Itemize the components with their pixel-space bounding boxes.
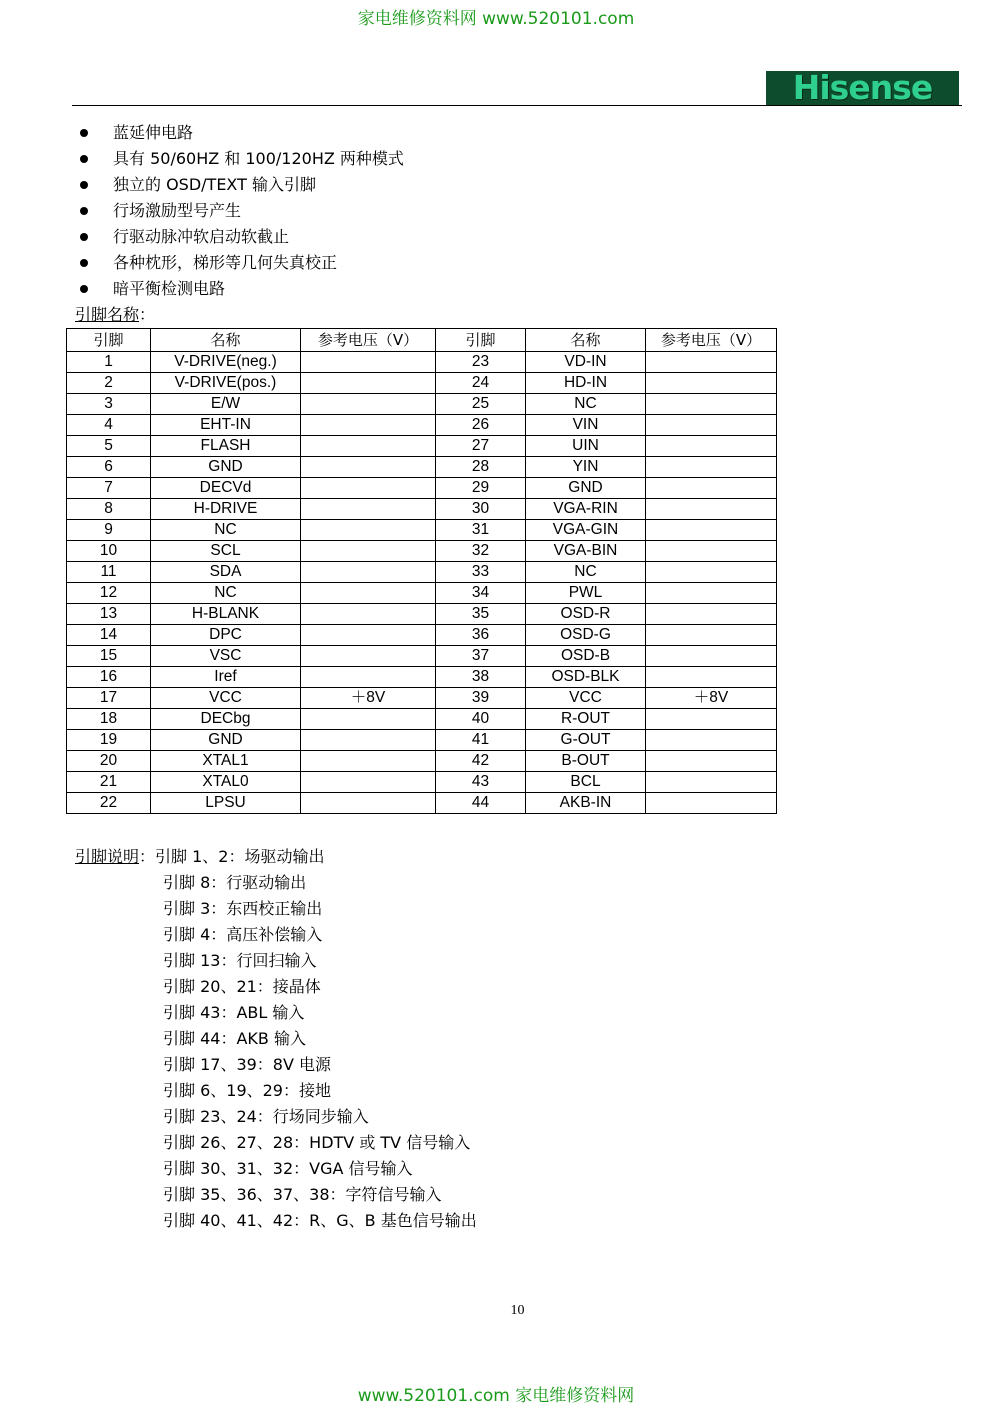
desc-line: 引脚 44：AKB 输入 — [163, 1029, 306, 1048]
table-cell: 34 — [436, 583, 526, 604]
bullet-icon — [80, 181, 88, 189]
table-cell: 24 — [436, 373, 526, 394]
table-cell: 25 — [436, 394, 526, 415]
table-row — [67, 730, 777, 751]
table-cell — [646, 625, 777, 646]
table-cell — [646, 646, 777, 667]
table-row — [67, 604, 777, 625]
table-cell — [646, 415, 777, 436]
bullet-icon — [80, 129, 88, 137]
table-cell — [301, 457, 436, 478]
table-cell: 22 — [67, 793, 151, 814]
table-cell: Iref — [151, 667, 301, 688]
table-cell: VGA-RIN — [526, 499, 646, 520]
table-cell: 33 — [436, 562, 526, 583]
list-item: 独立的 OSD/TEXT 输入引脚 — [77, 172, 404, 198]
table-cell: OSD-B — [526, 646, 646, 667]
table-cell: R-OUT — [526, 709, 646, 730]
table-cell: ＋8V — [301, 688, 436, 709]
table-cell — [646, 373, 777, 394]
desc-line: 引脚 6、19、29：接地 — [163, 1081, 331, 1100]
table-cell: 9 — [67, 520, 151, 541]
table-cell — [301, 520, 436, 541]
table-cell: 42 — [436, 751, 526, 772]
desc-line: 引脚 43：ABL 输入 — [163, 1003, 305, 1022]
table-cell: 26 — [436, 415, 526, 436]
table-cell: AKB-IN — [526, 793, 646, 814]
table-cell — [301, 436, 436, 457]
table-cell: PWL — [526, 583, 646, 604]
watermark-top: 家电维修资料网 www.520101.com — [357, 9, 635, 29]
table-cell: 14 — [67, 625, 151, 646]
table-cell: HD-IN — [526, 373, 646, 394]
table-cell: 7 — [67, 478, 151, 499]
table-cell — [301, 730, 436, 751]
pin-table — [66, 328, 777, 814]
desc-line: 引脚 23、24：行场同步输入 — [163, 1107, 369, 1126]
table-cell: LPSU — [151, 793, 301, 814]
desc-line: 引脚 20、21：接晶体 — [163, 977, 321, 996]
table-cell: 13 — [67, 604, 151, 625]
table-cell — [646, 394, 777, 415]
table-cell: YIN — [526, 457, 646, 478]
table-cell — [646, 499, 777, 520]
table-cell: GND — [151, 730, 301, 751]
table-cell: XTAL0 — [151, 772, 301, 793]
bullet-icon — [80, 155, 88, 163]
table-cell — [301, 793, 436, 814]
desc-line: 引脚 26、27、28：HDTV 或 TV 信号输入 — [163, 1133, 471, 1152]
table-cell: B-OUT — [526, 751, 646, 772]
table-row — [67, 520, 777, 541]
table-row — [67, 373, 777, 394]
table-cell: DECVd — [151, 478, 301, 499]
feature-list — [77, 120, 404, 302]
table-cell: EHT-IN — [151, 415, 301, 436]
table-cell: 31 — [436, 520, 526, 541]
table-cell — [646, 730, 777, 751]
bullet-icon — [80, 285, 88, 293]
desc-line: 引脚 40、41、42：R、G、B 基色信号输出 — [163, 1211, 477, 1230]
table-cell: 2 — [67, 373, 151, 394]
table-cell — [646, 772, 777, 793]
table-cell: VGA-BIN — [526, 541, 646, 562]
table-cell: H-BLANK — [151, 604, 301, 625]
table-cell — [646, 793, 777, 814]
table-cell — [646, 751, 777, 772]
desc-line: 引脚 17、39：8V 电源 — [163, 1055, 332, 1074]
desc-line: 引脚 13：行回扫输入 — [163, 951, 317, 970]
table-cell — [646, 541, 777, 562]
table-cell: 15 — [67, 646, 151, 667]
bullet-icon — [80, 207, 88, 215]
table-cell — [646, 583, 777, 604]
table-row — [67, 457, 777, 478]
table-cell: 11 — [67, 562, 151, 583]
col-header: 名称 — [151, 329, 301, 352]
table-cell: VCC — [526, 688, 646, 709]
table-row — [67, 499, 777, 520]
table-row — [67, 667, 777, 688]
table-row — [67, 436, 777, 457]
table-cell: 35 — [436, 604, 526, 625]
table-cell — [301, 625, 436, 646]
table-cell: 16 — [67, 667, 151, 688]
table-cell — [646, 478, 777, 499]
table-row — [67, 394, 777, 415]
col-header: 参考电压（V） — [301, 329, 436, 352]
desc-line: 引脚 4：高压补偿输入 — [163, 925, 323, 944]
list-item: 具有 50/60HZ 和 100/120HZ 两种模式 — [77, 146, 404, 172]
table-cell: 21 — [67, 772, 151, 793]
table-cell: GND — [526, 478, 646, 499]
desc-line: 引脚 3：东西校正输出 — [163, 899, 323, 918]
table-cell: VSC — [151, 646, 301, 667]
table-cell — [301, 772, 436, 793]
col-header: 引脚 — [436, 329, 526, 352]
table-cell: 19 — [67, 730, 151, 751]
table-cell — [301, 646, 436, 667]
list-item: 暗平衡检测电路 — [77, 276, 404, 302]
table-row — [67, 709, 777, 730]
table-cell — [301, 352, 436, 373]
table-cell: 41 — [436, 730, 526, 751]
table-cell: 32 — [436, 541, 526, 562]
table-cell: SDA — [151, 562, 301, 583]
col-header: 名称 — [526, 329, 646, 352]
table-cell: SCL — [151, 541, 301, 562]
table-cell: ＋8V — [646, 688, 777, 709]
table-cell — [301, 541, 436, 562]
desc-line: 引脚 35、36、37、38：字符信号输入 — [163, 1185, 442, 1204]
list-item: 行场激励型号产生 — [77, 198, 404, 224]
table-cell: 40 — [436, 709, 526, 730]
list-item: 行驱动脉冲软启动软截止 — [77, 224, 404, 250]
table-row — [67, 625, 777, 646]
table-row — [67, 646, 777, 667]
table-cell — [646, 709, 777, 730]
table-cell: OSD-R — [526, 604, 646, 625]
hisense-logo — [766, 68, 959, 107]
table-row — [67, 541, 777, 562]
table-row — [67, 352, 777, 373]
table-cell: VD-IN — [526, 352, 646, 373]
table-row — [67, 751, 777, 772]
table-cell — [301, 583, 436, 604]
table-cell — [646, 520, 777, 541]
table-cell: 38 — [436, 667, 526, 688]
table-cell: V-DRIVE(pos.) — [151, 373, 301, 394]
table-cell: 29 — [436, 478, 526, 499]
table-cell: DECbg — [151, 709, 301, 730]
table-cell — [301, 604, 436, 625]
table-cell — [646, 436, 777, 457]
col-header: 参考电压（V） — [646, 329, 777, 352]
col-header: 引脚 — [67, 329, 151, 352]
table-cell: H-DRIVE — [151, 499, 301, 520]
table-cell: OSD-G — [526, 625, 646, 646]
table-cell — [646, 352, 777, 373]
table-cell: GND — [151, 457, 301, 478]
table-row — [67, 583, 777, 604]
table-cell: DPC — [151, 625, 301, 646]
table-cell: 20 — [67, 751, 151, 772]
table-row — [67, 562, 777, 583]
table-cell — [301, 562, 436, 583]
table-cell: 36 — [436, 625, 526, 646]
table-row — [67, 772, 777, 793]
desc-line: 引脚 30、31、32：VGA 信号输入 — [163, 1159, 413, 1178]
table-header-row — [67, 329, 777, 352]
table-cell: UIN — [526, 436, 646, 457]
table-cell: FLASH — [151, 436, 301, 457]
table-cell — [301, 415, 436, 436]
table-cell: 5 — [67, 436, 151, 457]
list-item: 蓝延伸电路 — [77, 120, 404, 146]
pin-desc-title: 引脚说明 — [75, 847, 140, 866]
header-rule — [72, 105, 962, 106]
table-cell: G-OUT — [526, 730, 646, 751]
table-cell: 43 — [436, 772, 526, 793]
table-cell: 10 — [67, 541, 151, 562]
table-cell: NC — [151, 520, 301, 541]
pin-names-title: 引脚名称： — [75, 305, 156, 324]
table-cell: 27 — [436, 436, 526, 457]
desc-line: 引脚 8：行驱动输出 — [163, 873, 307, 892]
table-cell — [301, 394, 436, 415]
table-cell — [646, 604, 777, 625]
list-item: 各种枕形，梯形等几何失真校正 — [77, 250, 404, 276]
table-cell: V-DRIVE(neg.) — [151, 352, 301, 373]
table-cell: NC — [526, 394, 646, 415]
table-cell: 28 — [436, 457, 526, 478]
table-cell: BCL — [526, 772, 646, 793]
table-cell — [301, 373, 436, 394]
table-cell: 6 — [67, 457, 151, 478]
table-cell — [301, 499, 436, 520]
table-row — [67, 415, 777, 436]
table-cell — [301, 751, 436, 772]
table-cell: 30 — [436, 499, 526, 520]
watermark-bottom: www.520101.com 家电维修资料网 — [357, 1386, 635, 1406]
table-cell: VIN — [526, 415, 646, 436]
table-cell: VCC — [151, 688, 301, 709]
bullet-icon — [80, 233, 88, 241]
table-cell: VGA-GIN — [526, 520, 646, 541]
table-cell: 1 — [67, 352, 151, 373]
table-cell: E/W — [151, 394, 301, 415]
table-cell: OSD-BLK — [526, 667, 646, 688]
table-cell: 3 — [67, 394, 151, 415]
table-cell: 18 — [67, 709, 151, 730]
pin-table-body — [67, 352, 777, 814]
page-number: 10 — [510, 1303, 525, 1318]
pin-description — [75, 844, 477, 1234]
desc-line: 引脚说明：引脚 1、2：场驱动输出 — [75, 847, 325, 866]
table-cell: 12 — [67, 583, 151, 604]
table-cell: 4 — [67, 415, 151, 436]
table-cell: 39 — [436, 688, 526, 709]
table-cell: NC — [151, 583, 301, 604]
table-cell — [646, 457, 777, 478]
table-cell — [646, 562, 777, 583]
table-cell: 8 — [67, 499, 151, 520]
table-cell — [301, 667, 436, 688]
logo-text: Hisense — [792, 68, 933, 107]
table-cell: 17 — [67, 688, 151, 709]
table-row — [67, 688, 777, 709]
table-cell: 44 — [436, 793, 526, 814]
table-cell — [301, 478, 436, 499]
table-row — [67, 478, 777, 499]
table-row — [67, 793, 777, 814]
table-cell: NC — [526, 562, 646, 583]
table-cell: XTAL1 — [151, 751, 301, 772]
table-cell: 37 — [436, 646, 526, 667]
bullet-icon — [80, 259, 88, 267]
table-cell — [301, 709, 436, 730]
table-cell — [646, 667, 777, 688]
table-cell: 23 — [436, 352, 526, 373]
